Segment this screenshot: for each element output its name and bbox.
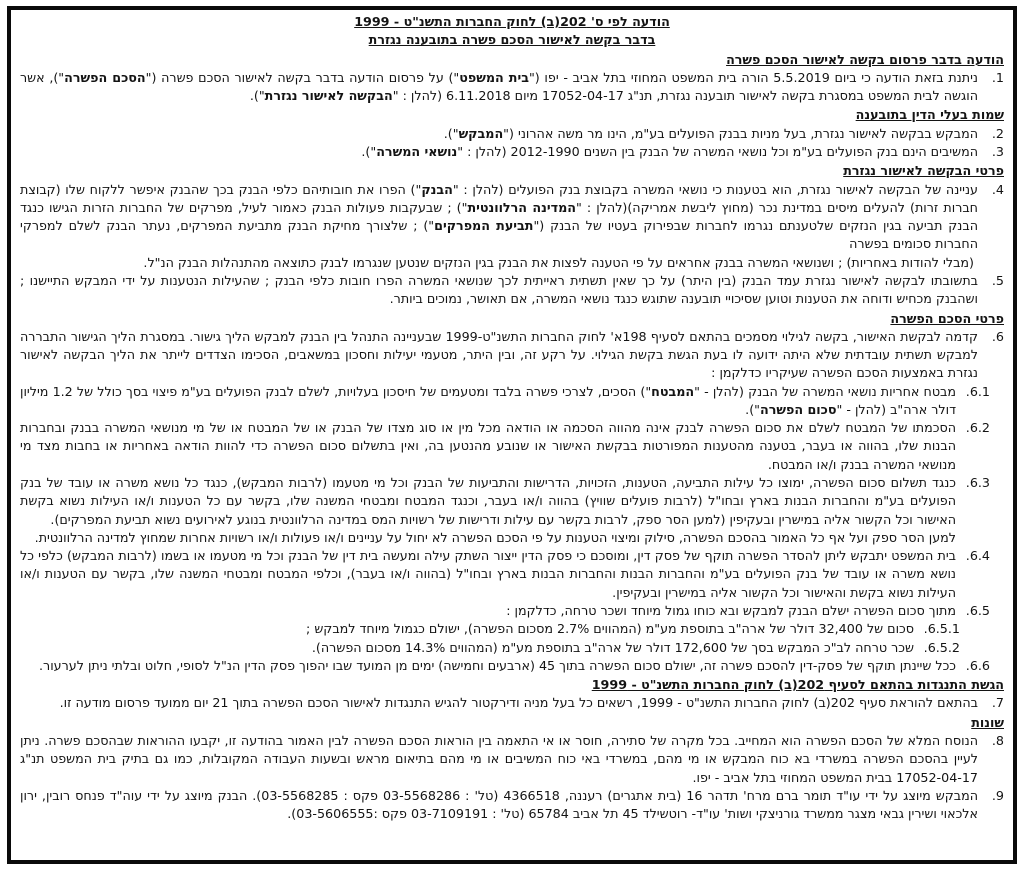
section-heading xyxy=(20,162,1004,180)
document-title-line1 xyxy=(20,13,1004,31)
item-text: עניינה של הבקשה לאישור נגזרת, הוא בטענות כי נושאי המשרה בקבוצת בנק הפועלים (להלן : "הבנק") הפרו את חובותיהם כלפי הבנק בכך שהבנק איפשר ללקוח שלו (קבוצת חברות זרות) להעלים מיסים במדינת נכר (מחוץ ליבשת אמריקה)(להלן : "המדינה הרלוונטית") ; שבעקבות פעולות הבנק כאמור לעיל, מפרקים של החברות הזרות הגישו כנגד הבנק תביעה בגין הנזקים שלטענתם נגרמו לחברות שבפירוק בעטיו של הבנק ("תביעת המפרקים") ; שלצורך מחיקת הבנק מתביעת המפרקים, נעתר הבנק לשלם למפרקי החברות סכומים בפשרה xyxy=(20,181,978,252)
list-item xyxy=(20,602,1004,620)
section-heading-text: הודעה בדבר פרסום בקשה לאישור הסכם פשרה xyxy=(726,51,1004,67)
list-item xyxy=(20,272,1004,309)
list-item xyxy=(20,143,1004,161)
item-text: למען הסר ספק ועל אף כל האמור בהסכם הפשרה, סילוק ומיצוי הטענות על פי הסכם הפשרה לא יחול על עניינים ו/או פעולות ו/או רשויות אחרות שמחוץ למדינה הרלוונטית. xyxy=(34,529,956,545)
item-number: 8. xyxy=(991,732,1004,748)
list-item xyxy=(20,419,1004,474)
item-number: 6.5.2. xyxy=(923,639,960,655)
list-item xyxy=(20,383,1004,420)
list-item xyxy=(20,547,1004,602)
item-number: 6.4. xyxy=(965,548,990,564)
item-number: 1. xyxy=(991,69,1004,85)
item-number: 6. xyxy=(991,328,1004,344)
item-text: בהתאם להוראת סעיף 202(ב) לחוק החברות התשנ"ט - 1999, רשאים כל בעל מניה ודירקטור להגיש התנגדות לאישור הסכם הפשרה בתוך 21 יום ממועד פרסום מודעה זו. xyxy=(59,695,978,711)
item-number: 6.6. xyxy=(965,657,990,673)
section-heading-text: פרטי הבקשה לאישור נגזרת xyxy=(843,163,1004,179)
list-item xyxy=(20,328,1004,383)
item-text: מבטח אחריות נושאי המשרה של הבנק (להלן - "המבטח") הסכים, לצרכי פשרה בלבד ומטעמים של חיסכון בעלויות, לשלם לבנק הפועלים בע"מ פיצוי בסך כולל של 1.2 מיליון דולר ארה"ב (להלן - "סכום הפשרה"). xyxy=(20,383,956,417)
paragraph xyxy=(20,254,1004,272)
item-text: הנוסח המלא של הסכם הפשרה הוא המחייב. בכל מקרה של סתירה, חוסר או אי התאמה בין הוראות הסכם הפשרה לבין האמור בהודעה זו, יקבעו ההוראות שבהסכם פשרה. ניתן לעיין בהסכם הפשרה במשרדי בא כוח המבקש או מי מהם, במשרדי באי כוח המשיבים או מי מהם בתיאום מראש ובשעות העבודה המקובלות, כמו גם בתיק בית המשפט תנ"ג 17052-04-17 בבית המשפט המחוזי בתל אביב - יפו. xyxy=(20,732,978,785)
document-title-line2 xyxy=(20,31,1004,49)
document-title-text2: בדבר בקשה לאישור הסכם פשרה בתובענה נגזרת xyxy=(368,32,656,48)
list-item xyxy=(20,69,1004,106)
item-text: סכום של 32,400 דולר של ארה"ב בתוספת מע"מ (המהווים 2.7% מסכום הפשרה), ישולם כגמול מיוחד למבקש ; xyxy=(306,621,914,637)
document-frame xyxy=(7,6,1017,864)
item-number: 4. xyxy=(991,181,1004,197)
section-heading xyxy=(20,106,1004,124)
item-text: ניתנת בזאת הודעה כי ביום 5.5.2019 הורה בית המשפט המחוזי בתל אביב - יפו ("בית המשפט") על פרסום הודעה בדבר בקשה לאישור הסכם פשרה ("הסכם הפשרה"), אשר הוגשה לבית המשפט במסגרת בקשה לאישור תובענה נגזרת, תנ"ג 17052-04-17 מיום 6.11.2018 (להלן : "הבקשה לאישור נגזרת"). xyxy=(20,69,978,104)
list-item xyxy=(20,125,1004,143)
list-item xyxy=(20,657,1004,675)
document-blocks xyxy=(20,51,1004,824)
item-number: 7. xyxy=(991,695,1004,711)
item-text: ככל שיינתן תוקף של פסק-דין להסכם פשרה זה, ישולם סכום הפשרה בתוך 45 (ארבעים וחמישה) ימים מן המועד שבו יהפוך פסק הדין הנ"ל לסופי, חלוט ובלתי ניתן לערעור. xyxy=(39,657,956,673)
item-number: 6.5.1. xyxy=(923,621,960,637)
list-item xyxy=(20,694,1004,712)
section-heading-text: פרטי הסכם הפשרה xyxy=(890,310,1004,326)
item-text: בתשובתו לבקשה לאישור נגזרת עמד הבנק (בין היתר) על כך שאין תשתית ראייתית לכך שנושאי המשרה הפרו חובות כלפי הבנק ; שהעילות הנטענות על ידי המבקש התיישנו ; ושהבנק מכחיש ודוחה את הטענות וטוען שסיכויי תובענה שתוגש כנגד נושאי המשרה, אם תאושר, נמוכים ביותר. xyxy=(20,272,978,307)
item-text: המבקש מיוצג על ידי עו"ד תומר ברם מרח' תדהר 16 (בית אתגרים) רעננה, 4366518 (טל' : 03-5568286 פקס : 03-5568285). הבנק מיוצג על ידי עוה"ד פנחס רובין, ירון אלכאוי ושירין גבאי מצגר ממשרד גורניצקי ושות' עו"ד- רוטשילד 45 תל אביב 65784 (טל' : 03-7109191 פקס :03-5606555). xyxy=(20,787,979,822)
item-number: 6.1. xyxy=(965,383,990,399)
item-text: (מבלי להודות באחריות) ; ושנושאי המשרה בבנק אחראים על פי הטענה לפצות את הבנק בגין הנזקים שנטען שנגרמו לבנק כתוצאה מהתנהלות הבנק הנ"ל. xyxy=(143,254,974,270)
item-text: שכר טרחה לב"כ המבקש בסך של 172,600 דולר של ארה"ב בתוספת מע"מ (המהווים 14.3% מסכום הפשרה). xyxy=(311,639,914,655)
list-item xyxy=(20,787,1004,824)
item-number: 6.5. xyxy=(965,603,990,618)
list-item xyxy=(20,732,1004,787)
section-heading xyxy=(20,310,1004,328)
item-number: 2. xyxy=(991,125,1004,141)
item-text: כנגד תשלום סכום הפשרה, ימוצו כל עילות התביעה, הטענות, הזכויות, הדרישות והתביעות של הבנק וכל מי מטעמו (לרבות המבקש), כנגד כל נושא משרה או עובד של בנק הפועלים בע"מ והחברות הבנות בארץ ובחו"ל (לרבות פועלים שוויץ) בהווה ו/או בעבר, וכנגד המבטח ומבטחי המשנה שלו, בקשר עם כל הטענות ו/או העילות נשוא בקשת האישור וכל הקשור אליה במישרין ובעקיפין (למען הסר ספק, לרבות בקשר עם עילות ודרישות של רשויות המס במדינה הרלוונטית בנוגע לאירועים נשוא תביעת המפרקים). xyxy=(20,475,956,527)
list-item xyxy=(20,474,1004,529)
item-number: 6.2. xyxy=(965,420,990,436)
item-number: 9. xyxy=(991,787,1004,803)
item-text: קדמה לבקשת האישור, בקשה לגילוי מסמכים בהתאם לסעיף 198א' לחוק החברות התשנ"ט-1999 שבעניינה התנהל בין הבנק למבקש הליך גישור. במסגרת הליך הגישור התבררה למבקש תשתית עובדתית שלא היתה ידועה לו בעת הגשת בקשת הגילוי. על רקע זה, ובין היתר, מטעמי יעילות וחסכון במשאבים, הסכימו הצדדים לייתר את הליך הבקשה לאישור נגזרת באמצעות הסכם הפשרה שעיקריו כדלקמן : xyxy=(20,328,978,381)
section-heading-text: שונות xyxy=(971,714,1004,730)
section-heading xyxy=(20,714,1004,732)
item-text: הסכמתו של המבטח לשלם את סכום הפשרה לבנק אינה מהווה הסכמה או הודאה מכל מין או סוג מצדו של הבנק או של המבטח או של מי מנושאי המשרה בבנק ובחברות הבנות שלו, בהווה או בעבר, בטענה מהטענות המפורטות בבקשת האישור או שנובע מהנטען בה, ואין בתשלום סכום הפשרה כדי להוות הודאה באחריות או בחבות מצד מי מנושאי המשרה בבנק ו/או המבטח. xyxy=(20,420,956,472)
document-body xyxy=(20,13,1004,823)
section-heading xyxy=(20,51,1004,69)
paragraph xyxy=(20,529,1004,547)
item-number: 3. xyxy=(991,143,1004,159)
list-item xyxy=(20,620,1004,638)
list-item xyxy=(20,181,1004,254)
item-number: 5. xyxy=(991,272,1004,288)
item-text: מתוך סכום הפשרה ישלם הבנק למבקש ובא כוחו גמול מיוחד ושכר טרחה, כדלקמן : xyxy=(506,603,956,618)
item-number: 6.3. xyxy=(965,475,990,491)
document-title-text1: הודעה לפי ס' 202(ב) לחוק החברות התשנ"ט - 1999 xyxy=(354,14,670,29)
item-text: המשיבים הינם בנק הפועלים בע"מ וכל נושאי המשרה של הבנק בין השנים 2012-1990 (להלן : "נושאי המשרה"). xyxy=(361,143,978,159)
section-heading xyxy=(20,676,1004,694)
section-heading-text: הגשת התנגדות בהתאם לסעיף 202(ב) לחוק החברות התשנ"ט - 1999 xyxy=(591,677,1004,693)
section-heading-text: שמות בעלי הדין בתובענה xyxy=(855,107,1004,123)
list-item xyxy=(20,639,1004,657)
item-text: בית המשפט יתבקש ליתן להסדר הפשרה תוקף של פסק דין, ומוסכם כי פסק הדין ייצור השתק עילה ומעשה בית דין של הבנק וכל מי מטעמו או בשמו (לרבות המבקש) כלפי כל נושא משרה או עובד של בנק הפועלים בע"מ והחברות הבנות והחברות הבנות בארץ ובחו"ל (בהווה ו/או בעבר), וכלפי המבטח ומבטחי המשנה שלו, בקשר עם הטענות ו/או העילות נשוא בקשת והאישור וכל הקשור אליה במישרין ובעקיפין. xyxy=(20,548,956,600)
item-text: המבקש בבקשה לאישור נגזרת, בעל מניות בבנק הפועלים בע"מ, הינו מר משה אהרוני ("המבקש"). xyxy=(443,125,978,141)
